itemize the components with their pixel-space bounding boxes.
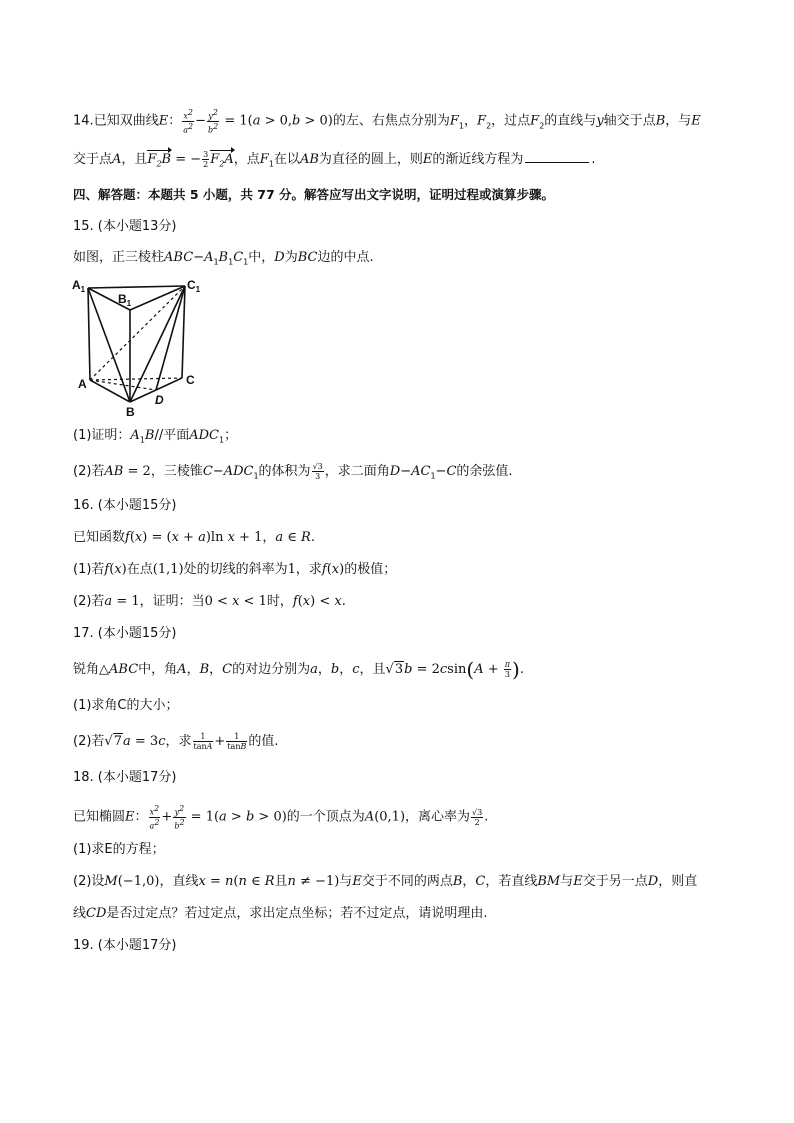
q18-intro: 已知椭圆E： $\frac{x^2}{a^2}$ + $\frac{y^2}{b^2}$ = 1(a > b > 0)的一个顶点为A(0,1)，离心率为 $\frac{√3}{2}$ . — [73, 804, 489, 831]
q16-intro: 已知函数f(x) = (x + a)ln x + 1，a ∈ R. — [73, 530, 315, 545]
section-4-heading: 四、解答题：本题共 5 小题，共 77 分。解答应写出文字说明，证明过程或演算步骤。 — [73, 187, 555, 202]
q15-header: 15. (本小题13分) — [73, 219, 177, 234]
q14-number: 14. — [73, 113, 94, 129]
label-D: D — [155, 393, 164, 407]
q17-header: 17. (本小题15分) — [73, 626, 177, 641]
q18-header: 18. (本小题17分) — [73, 770, 177, 785]
q14-line1: 14.已知双曲线E： $\frac{x^2}{a^2}$ − $\frac{y^2}{b^2}$ = 1(a > 0,b > 0)的左、右焦点分别为$F_1$，$F_2$，过点$F_2$的直线与y轴交于点B，与E — [73, 108, 701, 135]
q16-header: 16. (本小题15分) — [73, 498, 177, 513]
q16-part1: (1)若f(x)在点(1,1)处的切线的斜率为1，求f(x)的极值； — [73, 562, 397, 577]
q19-header: 19. (本小题17分) — [73, 938, 177, 953]
q17-intro: 锐角△ABC中，角A，B，C的对边分别为a，b，c，且√3b = 2csin(A + $\frac{\pi}{3}$ ). — [73, 657, 524, 682]
q18-part1: (1)求E的方程； — [73, 842, 165, 857]
q15-intro: 如图，正三棱柱$ABC-A_1B_1C_1$中，D为BC边的中点. — [73, 250, 374, 267]
label-C: C — [186, 373, 195, 387]
label-B: B — [126, 405, 135, 419]
prism-figure — [72, 276, 212, 420]
q14-answer-blank[interactable] — [525, 150, 589, 163]
q17-part2: (2)若√7a = 3c，求 $\frac{1}{\tan A}$ + $\frac{1}{\tan B}$ 的值. — [73, 732, 279, 751]
label-C1: $C_1$ — [187, 278, 201, 294]
label-A: A — [78, 377, 87, 391]
label-A1: $A_1$ — [72, 278, 86, 294]
q18-part2-line2: 线CD是否过定点？若过定点，求出定点坐标；若不过定点，请说明理由. — [73, 906, 488, 921]
q18-part2-line1: (2)设M(−1,0)，直线x = n(n ∈ R且n ≠ −1)与E交于不同的两点B，C，若直线BM与E交于另一点D，则直 — [73, 874, 698, 889]
q17-part1: (1)求角C的大小； — [73, 698, 179, 713]
q15-part2: (2)若AB = 2，三棱锥$C-ADC_1$的体积为 $\frac{√3}{3}$ ，求二面角$D-AC_1-C$的余弦值. — [73, 462, 513, 481]
q14-line2: 交于点A，且$F_2B$ = − $\frac{3}{2}$ $F_2A$，点$F_1$在以AB为直径的圆上，则E的渐近线方程为 . — [73, 150, 596, 174]
q15-part1: (1)证明：$A_1B//$平面$ADC_1$； — [73, 428, 238, 445]
label-B1: $B_1$ — [118, 292, 132, 308]
q16-part2: (2)若a = 1，证明：当0 < x < 1时，f(x) < x. — [73, 594, 346, 609]
